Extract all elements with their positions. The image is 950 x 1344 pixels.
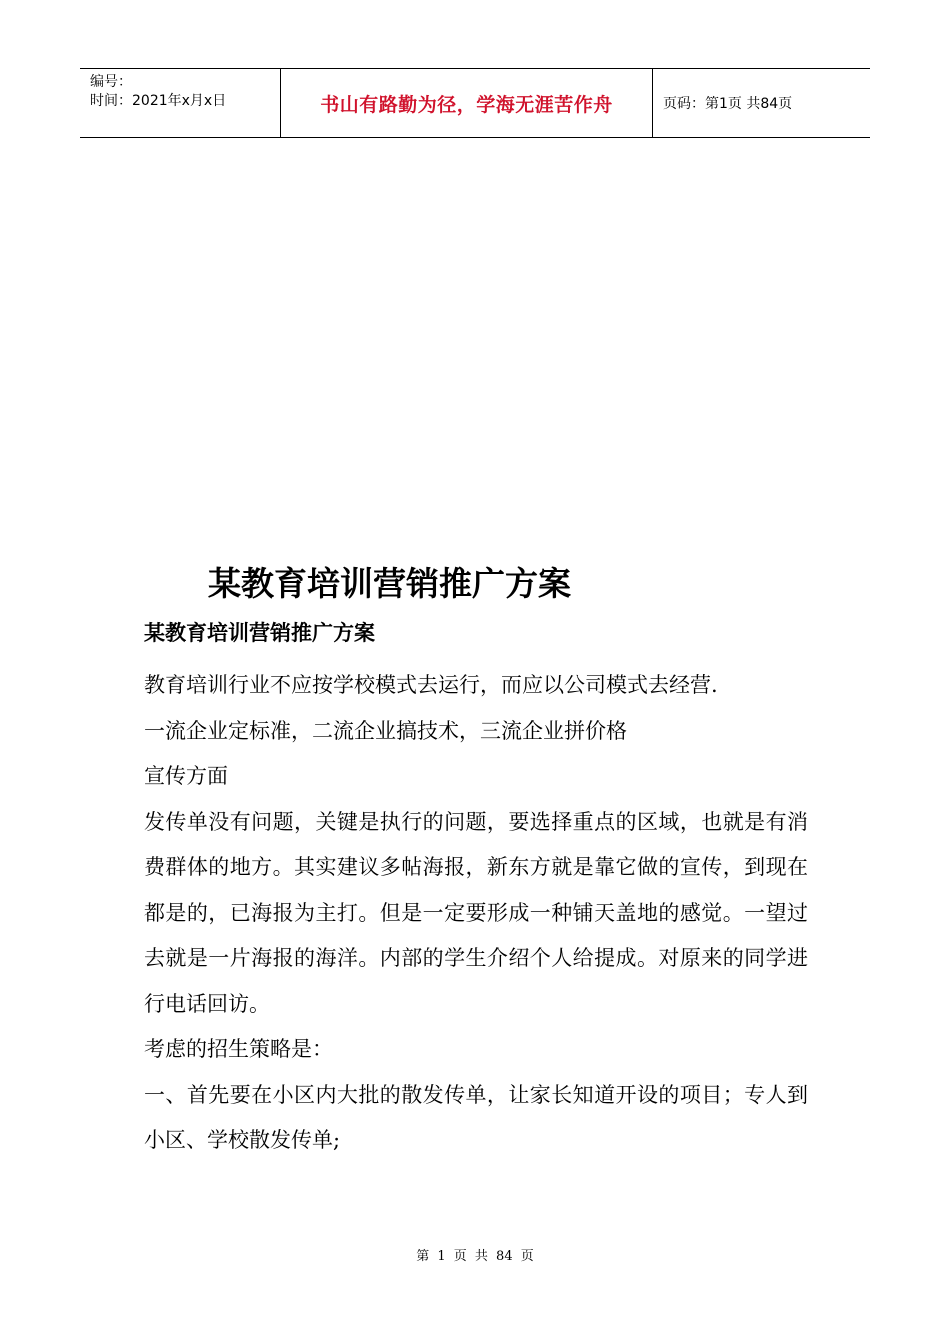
document-subtitle: 某教育培训营销推广方案	[144, 620, 375, 645]
paragraph: 发传单没有问题，关键是执行的问题，要选择重点的区域，也就是有消费群体的地方。其实建议多帖海报，新东方就是靠它做的宣传，到现在都是的，已海报为主打。但是一定要形成一种铺天盖地的感觉。一望过去就是一片海报的海洋。内部的学生介绍个人给提成。对原来的同学进行电话回访。	[144, 809, 808, 1016]
document-number-label: 编号：	[90, 74, 132, 90]
header-motto: 书山有路勤为径，学海无涯苦作舟	[320, 93, 613, 116]
document-time-label: 时间：2021年x月x日	[90, 93, 227, 109]
page-footer: 第 1 页 共 84 页	[416, 1249, 534, 1264]
paragraph: 教育培训行业不应按学校模式去运行，而应以公司模式去经营.	[144, 673, 718, 697]
header-motto-cell	[281, 69, 653, 137]
document-title: 某教育培训营销推广方案	[208, 564, 571, 603]
document-header	[80, 68, 870, 138]
header-page-info: 页码：第1页 共84页	[663, 96, 793, 112]
document-body	[144, 663, 808, 1164]
paragraph: 一、首先要在小区内大批的散发传单，让家长知道开设的项目；专人到小区、学校散发传单;	[144, 1082, 808, 1152]
paragraph: 一流企业定标准，二流企业搞技术，三流企业拼价格	[144, 718, 627, 743]
header-meta-cell	[80, 69, 281, 137]
header-page-cell	[653, 69, 870, 137]
section-heading: 宣传方面	[144, 764, 228, 788]
paragraph: 考虑的招生策略是：	[144, 1037, 333, 1061]
